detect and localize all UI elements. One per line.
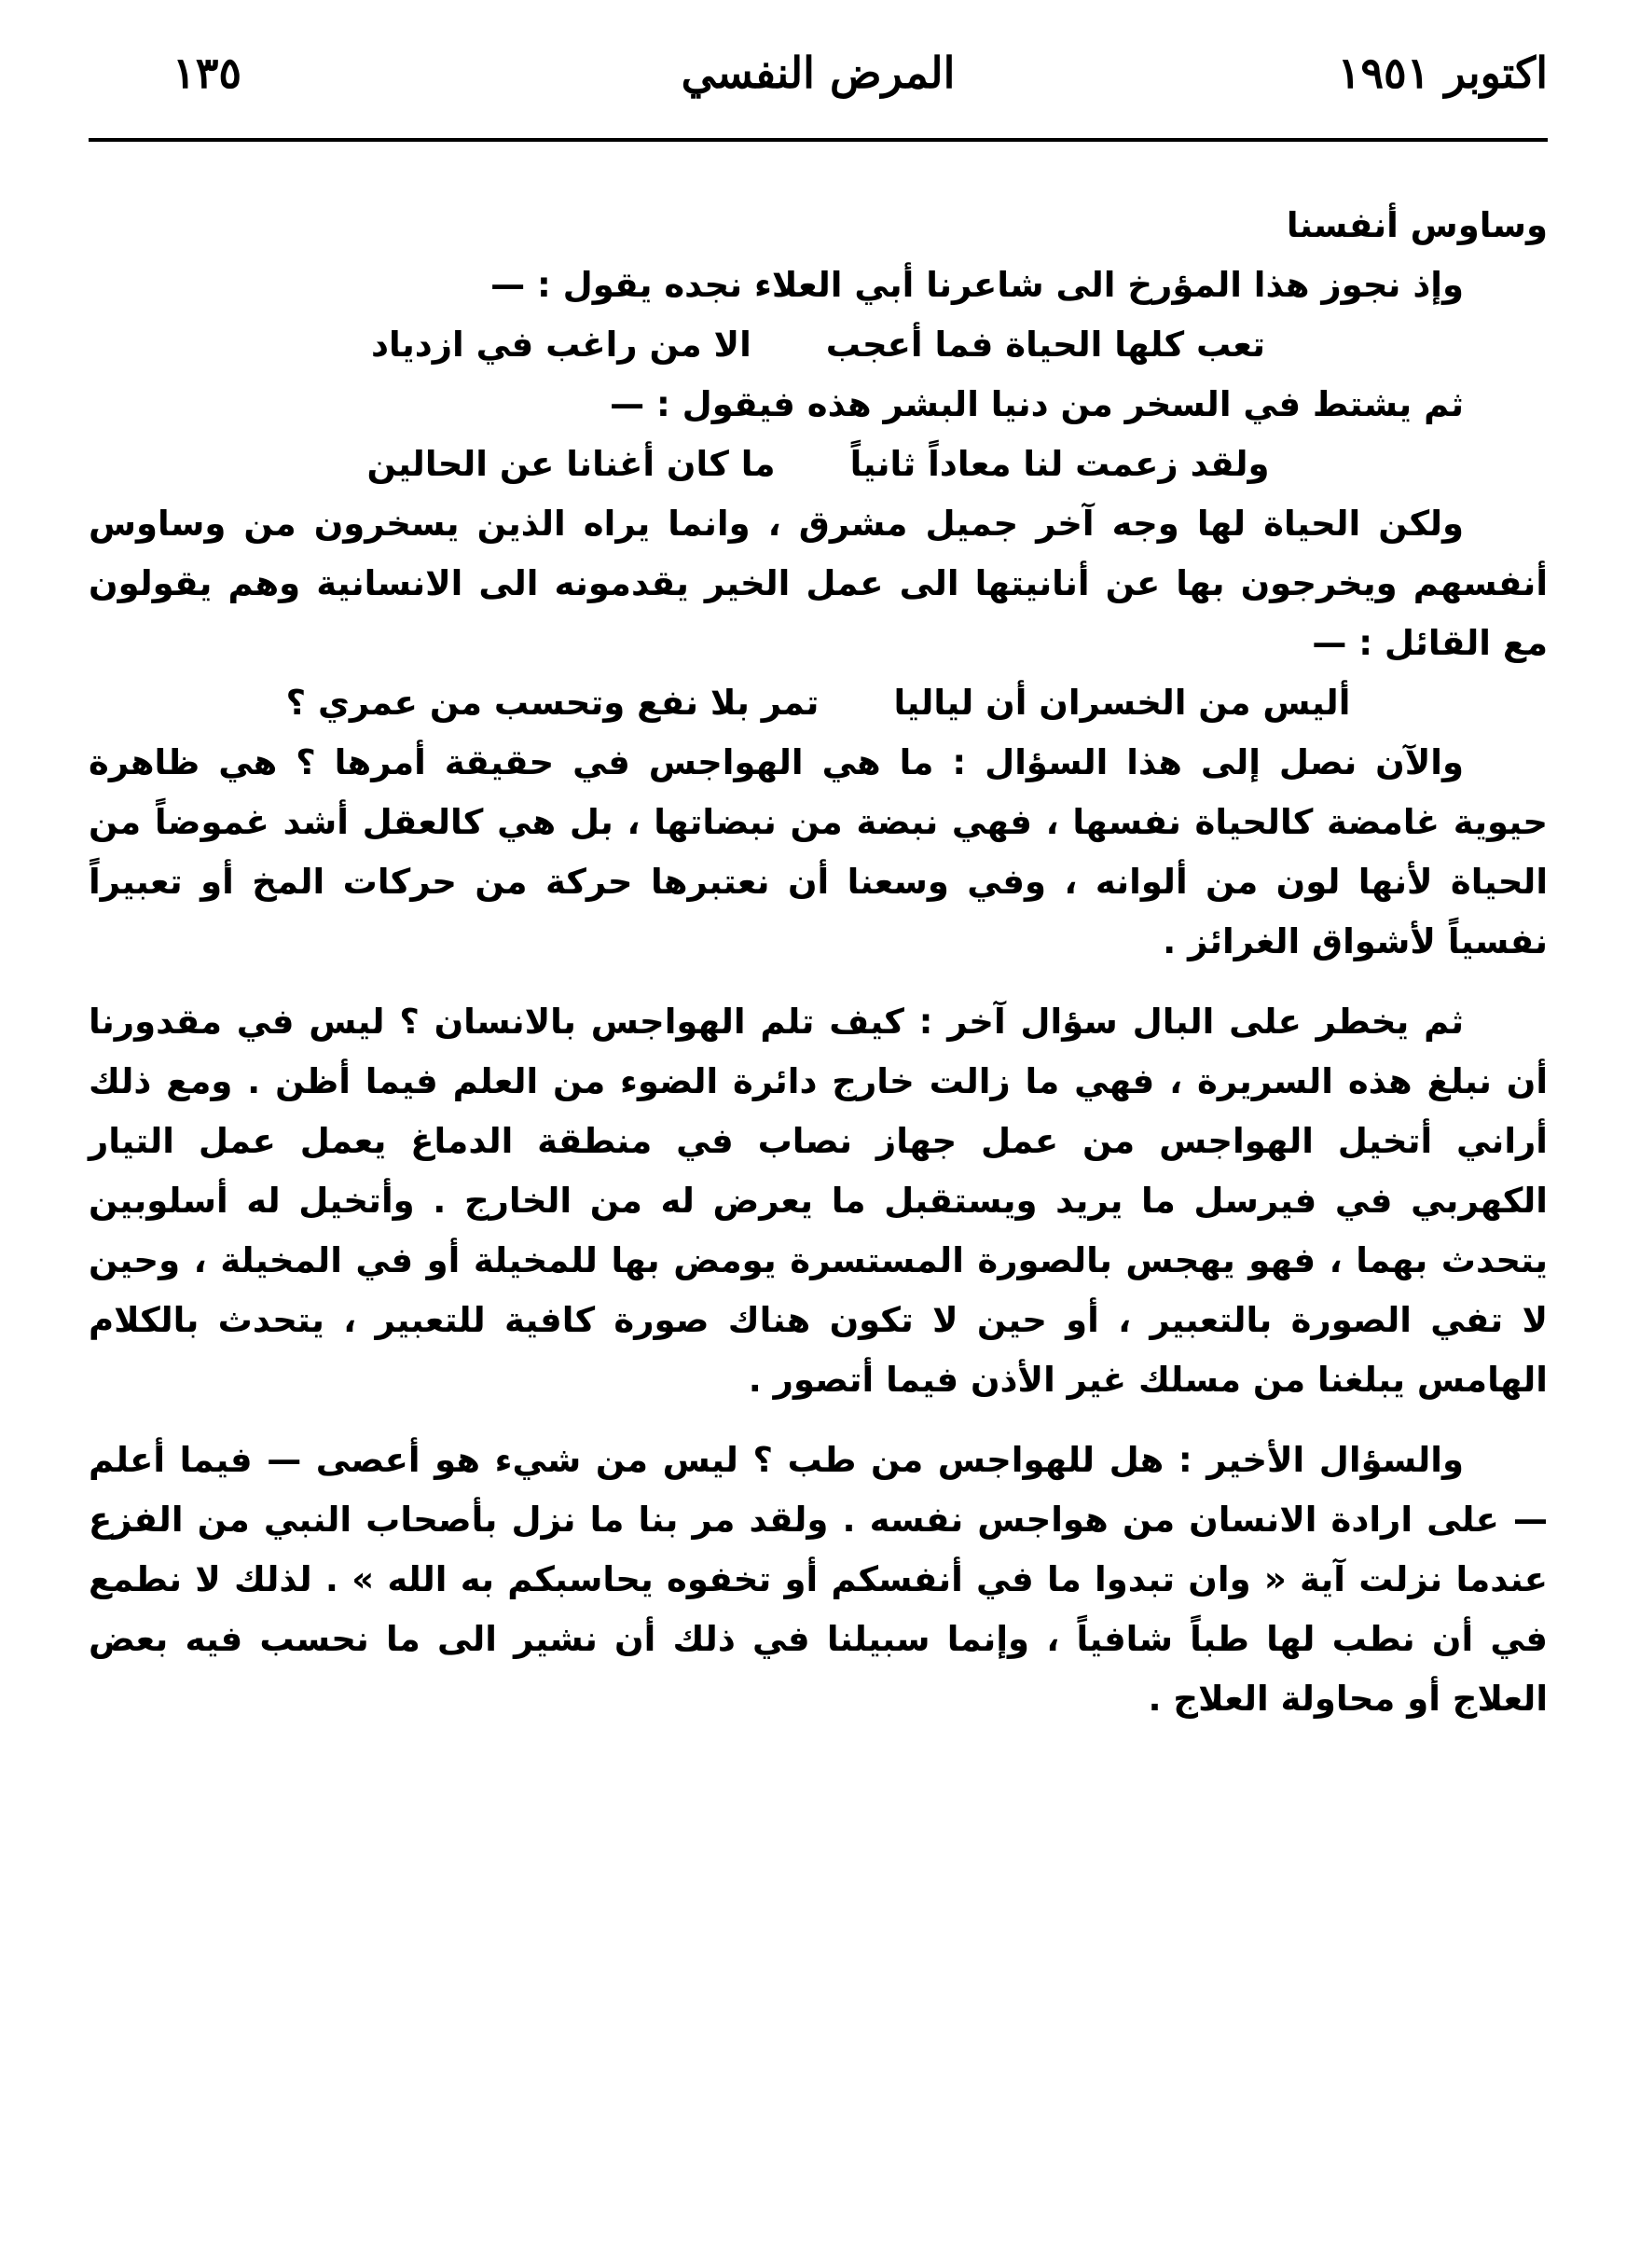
poem-verse: [89, 673, 1548, 733]
header-date: اكتوبر ١٩٥١: [1337, 48, 1548, 98]
paragraph: ولكن الحياة لها وجه آخر جميل مشرق ، وانما يراه الذين يسخرون من وساوس أنفسهم ويخرجون بها عن أنانيتها الى عمل الخير يقدمونه الى الانسانية وهم يقولون مع القائل : —: [89, 504, 1548, 663]
verse-hemistich: الا من راغب في ازدياد: [371, 325, 751, 365]
verse-hemistich: ولقد زعمت لنا معاداً ثانياً: [849, 444, 1270, 484]
paragraph: وساوس أنفسنا: [1286, 205, 1548, 245]
paragraph: ثم يخطر على البال سؤال آخر : كيف تلم الهواجس بالانسان ؟ ليس في مقدورنا أن نبلغ هذه السريرة ، فهي ما زالت خارج دائرة الضوء من العلم فيما أظن . ومع ذلك أراني أتخيل الهواجس من عمل جهاز نصاب في منطقة الدماغ يعمل عمل التيار الكهربي في فيرسل ما يريد ويستقبل ما يعرض له من الخارج . وأتخيل له أسلوبين يتحدث بهما ، فهو يهجس بالصورة المستسرة يومض بها للمخيلة أو في المخيلة ، وحين لا تفي الصورة بالتعبير ، أو حين لا تكون هناك صورة كافية للتعبير ، يتحدث بالكلام الهامس يبلغنا من مسلك غير الأذن فيما أتصور .: [89, 1002, 1548, 1400]
verse-hemistich: تمر بلا نفع وتحسب من عمري ؟: [285, 683, 820, 723]
header-title: المرض النفسي: [681, 48, 956, 98]
poem-verse: [89, 315, 1548, 375]
paragraph: وإذ نجوز هذا المؤرخ الى شاعرنا أبي العلاء نجده يقول : —: [490, 265, 1464, 305]
verse-hemistich: ما كان أغنانا عن الحالين: [366, 444, 776, 484]
paragraph: ثم يشتط في السخر من دنيا البشر هذه فيقول : —: [610, 384, 1464, 424]
header-divider: [89, 138, 1548, 142]
article-body: [89, 196, 1548, 1729]
verse-hemistich: أليس من الخسران أن لياليا: [893, 683, 1351, 723]
page-header: [89, 35, 1548, 129]
paragraph: والسؤال الأخير : هل للهواجس من طب ؟ ليس من شيء هو أعصى — فيما أعلم — على ارادة الانسان من هواجس نفسه . ولقد مر بنا ما نزل بأصحاب النبي من الفزع عندما نزلت آية « وان تبدوا ما في أنفسكم أو تخفوه يحاسبكم به الله » . لذلك لا نطمع في أن نطب لها طباً شافياً ، وإنما سبيلنا في ذلك أن نشير الى ما نحسب فيه بعض العلاج أو محاولة العلاج .: [89, 1440, 1548, 1719]
paragraph: والآن نصل إلى هذا السؤال : ما هي الهواجس في حقيقة أمرها ؟ هي ظاهرة حيوية غامضة كالحياة نفسها ، فهي نبضة من نبضاتها ، بل هي كالعقل أشد غموضاً من الحياة لأنها لون من ألوانه ، وفي وسعنا أن نعتبرها حركة من حركات المخ أو تعبيراً نفسياً لأشواق الغرائز .: [89, 742, 1548, 961]
header-page-number: ١٣٥: [172, 48, 242, 98]
verse-hemistich: تعب كلها الحياة فما أعجب: [825, 325, 1266, 365]
poem-verse: [89, 435, 1548, 494]
